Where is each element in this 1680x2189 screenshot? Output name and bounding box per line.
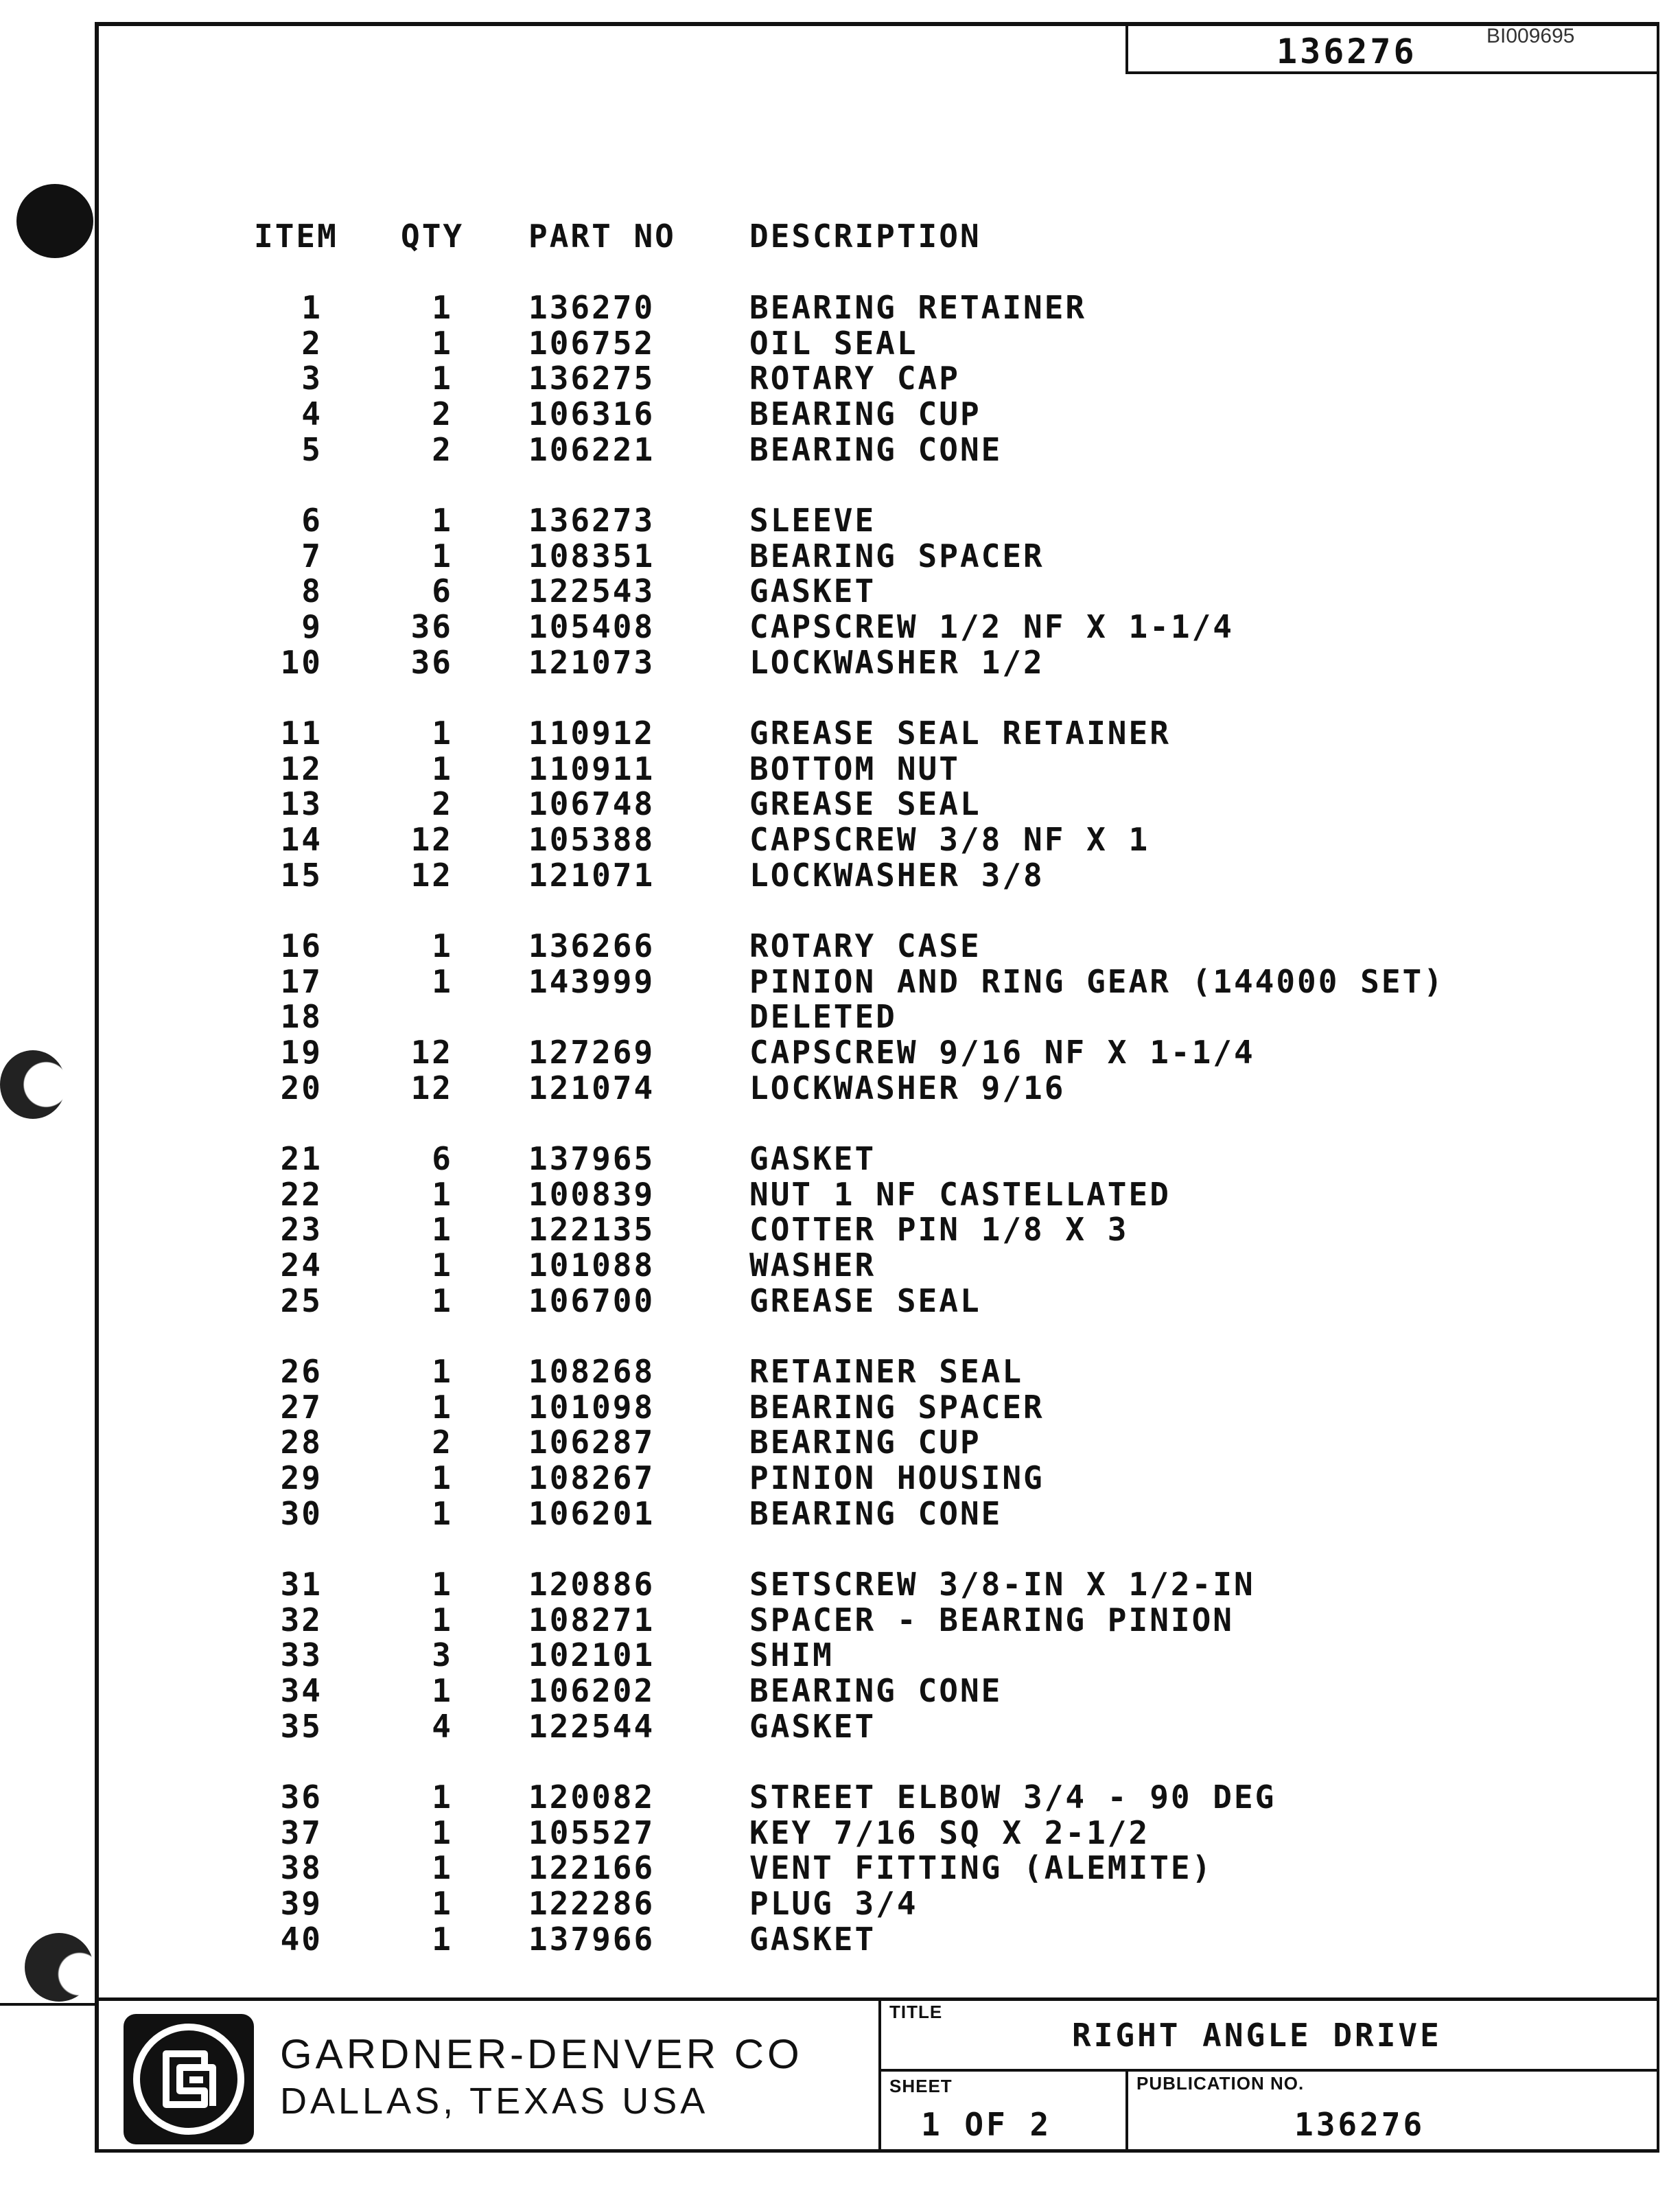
part-description: GASKET	[749, 1708, 876, 1745]
item-number: 9	[301, 608, 323, 645]
quantity: 4	[432, 1708, 453, 1745]
table-row	[0, 1034, 1680, 1070]
quantity: 1	[432, 963, 453, 1000]
gardner-denver-logo-icon	[124, 2014, 254, 2144]
item-number: 6	[301, 502, 323, 539]
part-number: 100839	[528, 1176, 655, 1213]
item-number: 24	[280, 1247, 323, 1284]
quantity: 1	[432, 1601, 453, 1638]
part-number: 136275	[528, 360, 655, 397]
table-row	[0, 1212, 1680, 1247]
part-number: 102101	[528, 1636, 655, 1673]
publication-label: PUBLICATION NO.	[1136, 2073, 1305, 2094]
item-number: 16	[280, 927, 323, 964]
item-number: 33	[280, 1636, 323, 1673]
quantity: 12	[410, 857, 453, 894]
part-number: 106316	[528, 395, 655, 432]
part-description: LOCKWASHER 3/8	[749, 857, 1045, 894]
part-description: BOTTOM NUT	[749, 750, 960, 787]
part-description: BEARING CONE	[749, 1495, 1003, 1532]
part-number: 105388	[528, 821, 655, 858]
column-header-item: ITEM	[254, 218, 338, 255]
part-number: 121071	[528, 857, 655, 894]
table-row	[0, 502, 1680, 538]
item-number: 11	[280, 715, 323, 752]
quantity: 2	[432, 785, 453, 822]
quantity: 1	[432, 360, 453, 397]
table-row	[0, 1779, 1680, 1815]
table-row	[0, 786, 1680, 822]
company-location: DALLAS, TEXAS USA	[280, 2081, 709, 2122]
table-row	[0, 1283, 1680, 1319]
quantity: 2	[432, 431, 453, 468]
quantity: 1	[432, 1495, 453, 1532]
quantity: 1	[432, 1211, 453, 1248]
company-logo	[124, 2014, 254, 2144]
table-row	[0, 715, 1680, 751]
part-description: SPACER - BEARING PINION	[749, 1601, 1234, 1638]
quantity: 1	[432, 537, 453, 575]
part-number: 106752	[528, 325, 655, 362]
title-block-divider	[878, 2069, 1659, 2072]
table-row	[0, 857, 1680, 893]
part-description: GASKET	[749, 1921, 876, 1958]
table-row	[0, 964, 1680, 999]
quantity: 6	[432, 1140, 453, 1177]
part-description: BEARING CUP	[749, 395, 981, 432]
part-number: 108351	[528, 537, 655, 575]
document-number: 136276	[1276, 32, 1417, 71]
part-number: 108271	[528, 1601, 655, 1638]
item-number: 28	[280, 1424, 323, 1461]
part-description: LOCKWASHER 1/2	[749, 644, 1045, 681]
item-number: 22	[280, 1176, 323, 1213]
quantity: 6	[432, 572, 453, 610]
part-description: SHIM	[749, 1636, 834, 1673]
part-number: 110912	[528, 715, 655, 752]
quantity: 1	[432, 289, 453, 326]
item-number: 5	[301, 431, 323, 468]
quantity: 1	[432, 1849, 453, 1886]
item-number: 2	[301, 325, 323, 362]
part-description: BEARING CONE	[749, 431, 1003, 468]
part-description: BEARING SPACER	[749, 537, 1045, 575]
quantity: 12	[410, 1069, 453, 1107]
part-number: 108268	[528, 1353, 655, 1390]
item-number: 7	[301, 537, 323, 575]
table-row	[0, 609, 1680, 645]
quantity: 36	[410, 644, 453, 681]
part-description: WASHER	[749, 1247, 876, 1284]
part-number: 137966	[528, 1921, 655, 1958]
quantity: 1	[432, 1921, 453, 1958]
part-number: 120082	[528, 1779, 655, 1816]
bates-stamp: BI009695	[1486, 25, 1575, 47]
table-row	[0, 290, 1680, 325]
table-row	[0, 360, 1680, 396]
quantity: 12	[410, 821, 453, 858]
table-row	[0, 1886, 1680, 1921]
part-number: 121073	[528, 644, 655, 681]
part-description: DELETED	[749, 998, 897, 1035]
part-description: COTTER PIN 1/8 X 3	[749, 1211, 1129, 1248]
item-number: 40	[280, 1921, 323, 1958]
part-number: 122544	[528, 1708, 655, 1745]
quantity: 1	[432, 1282, 453, 1319]
part-number: 121074	[528, 1069, 655, 1107]
part-description: SETSCREW 3/8-IN X 1/2-IN	[749, 1566, 1255, 1603]
title-block-left-rule	[0, 2003, 96, 2006]
part-description: GREASE SEAL	[749, 1282, 981, 1319]
part-description: PINION HOUSING	[749, 1459, 1045, 1496]
part-number: 136266	[528, 927, 655, 964]
item-number: 23	[280, 1211, 323, 1248]
parts-table-header	[0, 218, 1680, 254]
item-number: 21	[280, 1140, 323, 1177]
part-number: 106748	[528, 785, 655, 822]
item-number: 14	[280, 821, 323, 858]
part-number: 110911	[528, 750, 655, 787]
part-number: 143999	[528, 963, 655, 1000]
part-description: GASKET	[749, 572, 876, 610]
part-number: 136273	[528, 502, 655, 539]
item-number: 31	[280, 1566, 323, 1603]
part-number: 106700	[528, 1282, 655, 1319]
item-number: 36	[280, 1779, 323, 1816]
table-row	[0, 1177, 1680, 1212]
title-block-divider	[1125, 2069, 1128, 2153]
table-row	[0, 538, 1680, 574]
item-number: 13	[280, 785, 323, 822]
table-row	[0, 432, 1680, 467]
item-number: 15	[280, 857, 323, 894]
part-number: 122166	[528, 1849, 655, 1886]
part-number: 101098	[528, 1389, 655, 1426]
quantity: 1	[432, 1566, 453, 1603]
part-description: PLUG 3/4	[749, 1885, 918, 1922]
item-number: 39	[280, 1885, 323, 1922]
quantity: 1	[432, 1814, 453, 1851]
table-row	[0, 325, 1680, 361]
table-row	[0, 1070, 1680, 1106]
part-description: LOCKWASHER 9/16	[749, 1069, 1066, 1107]
sheet-label: SHEET	[889, 2076, 953, 2096]
item-number: 37	[280, 1814, 323, 1851]
part-description: NUT 1 NF CASTELLATED	[749, 1176, 1171, 1213]
table-row	[0, 1354, 1680, 1389]
item-number: 25	[280, 1282, 323, 1319]
title-value: RIGHT ANGLE DRIVE	[1072, 2017, 1442, 2054]
part-number: 137965	[528, 1140, 655, 1177]
part-number: 136270	[528, 289, 655, 326]
item-number: 27	[280, 1389, 323, 1426]
part-description: SLEEVE	[749, 502, 876, 539]
part-description: KEY 7/16 SQ X 2-1/2	[749, 1814, 1150, 1851]
quantity: 1	[432, 715, 453, 752]
part-description: BEARING CUP	[749, 1424, 981, 1461]
title-block-divider	[878, 1997, 881, 2153]
part-description: GREASE SEAL	[749, 785, 981, 822]
part-description: CAPSCREW 9/16 NF X 1-1/4	[749, 1034, 1255, 1071]
part-number: 122543	[528, 572, 655, 610]
part-description: RETAINER SEAL	[749, 1353, 1024, 1390]
part-description: BEARING RETAINER	[749, 289, 1087, 326]
part-description: CAPSCREW 3/8 NF X 1	[749, 821, 1150, 858]
table-row	[0, 1389, 1680, 1425]
quantity: 1	[432, 1389, 453, 1426]
table-row	[0, 1460, 1680, 1496]
sheet-value: 1 OF 2	[921, 2106, 1052, 2143]
item-number: 4	[301, 395, 323, 432]
table-row	[0, 573, 1680, 609]
part-description: BEARING SPACER	[749, 1389, 1045, 1426]
quantity: 36	[410, 608, 453, 645]
part-number: 105408	[528, 608, 655, 645]
table-row	[0, 751, 1680, 787]
part-number: 122286	[528, 1885, 655, 1922]
table-row	[0, 1496, 1680, 1531]
column-header-qty: QTY	[401, 218, 465, 255]
part-description: GASKET	[749, 1140, 876, 1177]
part-number: 122135	[528, 1211, 655, 1248]
item-number: 30	[280, 1495, 323, 1532]
part-number: 101088	[528, 1247, 655, 1284]
quantity: 1	[432, 927, 453, 964]
table-row	[0, 928, 1680, 964]
table-row	[0, 1850, 1680, 1886]
item-number: 20	[280, 1069, 323, 1107]
column-header-description: DESCRIPTION	[749, 218, 981, 255]
item-number: 17	[280, 963, 323, 1000]
table-row	[0, 1141, 1680, 1177]
table-row	[0, 1921, 1680, 1957]
part-description: GREASE SEAL RETAINER	[749, 715, 1171, 752]
item-number: 3	[301, 360, 323, 397]
table-row	[0, 1709, 1680, 1744]
quantity: 3	[432, 1636, 453, 1673]
quantity: 1	[432, 1176, 453, 1213]
table-row	[0, 1247, 1680, 1283]
part-description: PINION AND RING GEAR (144000 SET)	[749, 963, 1445, 1000]
part-number: 106287	[528, 1424, 655, 1461]
item-number: 10	[280, 644, 323, 681]
quantity: 2	[432, 1424, 453, 1461]
quantity: 1	[432, 750, 453, 787]
title-label: TITLE	[889, 2002, 943, 2022]
table-row	[0, 1637, 1680, 1673]
quantity: 1	[432, 1247, 453, 1284]
part-description: STREET ELBOW 3/4 - 90 DEG	[749, 1779, 1276, 1816]
part-number: 120886	[528, 1566, 655, 1603]
quantity: 1	[432, 1353, 453, 1390]
part-description: OIL SEAL	[749, 325, 918, 362]
part-description: BEARING CONE	[749, 1672, 1003, 1709]
table-row	[0, 1602, 1680, 1638]
item-number: 34	[280, 1672, 323, 1709]
item-number: 38	[280, 1849, 323, 1886]
quantity: 1	[432, 325, 453, 362]
table-row	[0, 999, 1680, 1034]
quantity: 1	[432, 1779, 453, 1816]
table-row	[0, 645, 1680, 680]
table-row	[0, 396, 1680, 432]
item-number: 1	[301, 289, 323, 326]
publication-value: 136276	[1294, 2106, 1425, 2143]
table-row	[0, 1566, 1680, 1602]
quantity: 1	[432, 1885, 453, 1922]
table-row	[0, 822, 1680, 857]
part-number: 127269	[528, 1034, 655, 1071]
item-number: 18	[280, 998, 323, 1035]
item-number: 32	[280, 1601, 323, 1638]
quantity: 12	[410, 1034, 453, 1071]
table-row	[0, 1815, 1680, 1851]
table-row	[0, 1673, 1680, 1709]
part-description: ROTARY CASE	[749, 927, 981, 964]
item-number: 35	[280, 1708, 323, 1745]
quantity: 2	[432, 395, 453, 432]
item-number: 19	[280, 1034, 323, 1071]
item-number: 8	[301, 572, 323, 610]
part-number: 106201	[528, 1495, 655, 1532]
quantity: 1	[432, 502, 453, 539]
part-description: ROTARY CAP	[749, 360, 960, 397]
item-number: 12	[280, 750, 323, 787]
part-number: 105527	[528, 1814, 655, 1851]
part-number: 106221	[528, 431, 655, 468]
part-description: VENT FITTING (ALEMITE)	[749, 1849, 1213, 1886]
quantity: 1	[432, 1459, 453, 1496]
part-number: 108267	[528, 1459, 655, 1496]
table-row	[0, 1424, 1680, 1460]
part-description: CAPSCREW 1/2 NF X 1-1/4	[749, 608, 1234, 645]
item-number: 26	[280, 1353, 323, 1390]
item-number: 29	[280, 1459, 323, 1496]
part-number: 106202	[528, 1672, 655, 1709]
column-header-part-no: PART NO	[528, 218, 676, 255]
quantity: 1	[432, 1672, 453, 1709]
company-name: GARDNER-DENVER CO	[280, 2031, 803, 2077]
